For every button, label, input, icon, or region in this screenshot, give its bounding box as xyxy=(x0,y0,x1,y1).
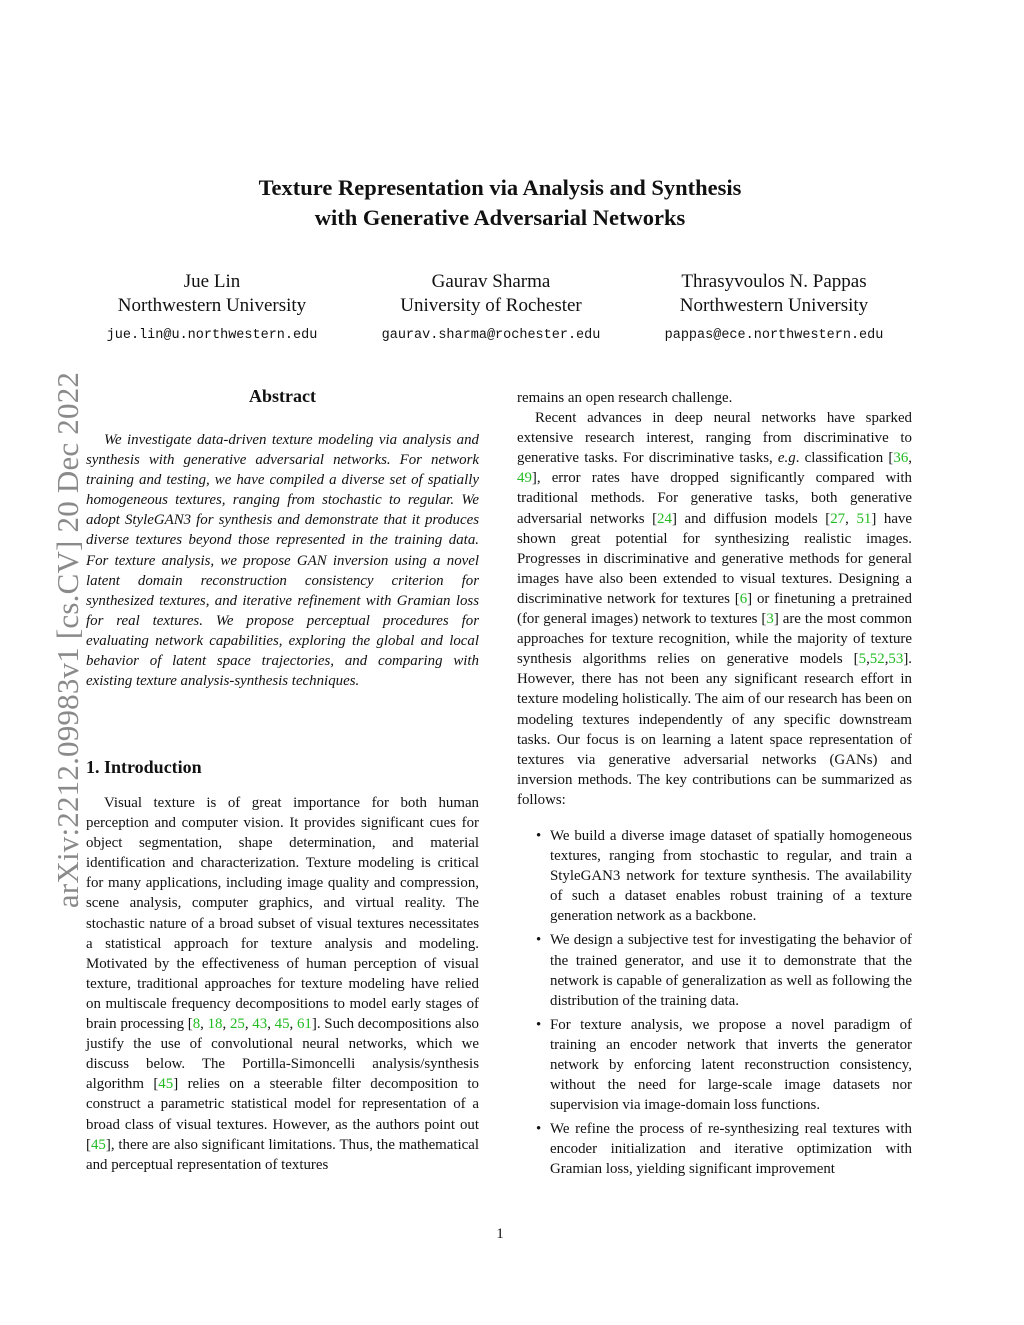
author-block-1 xyxy=(62,270,362,348)
intro-paragraph-1-continued: remains an open research challenge. xyxy=(517,390,733,406)
citation-link[interactable]: 45 xyxy=(274,1016,290,1033)
intro-paragraph-1: Visual texture is of great importance for both human perception and computer vision. It provides significant cues for object segmentation, shape determination, and material identification and characterization. Texture modeling is critical for many applications, including image quality and compression, scene analysis, computer graphics, and virtual reality. The stochastic nature of a broad subset of visual textures necessitates a statistical approach for texture analysis and modeling. Motivated by the effectiveness of human perception of visual texture, traditional approaches for texture modeling have relied on multiscale frequency decompositions to model early stages of brain processing [8, 18, 25, 43, 45, 61]. Such decompositions also justify the use of convolutional neural networks, which we discuss below. The Portilla-Simoncelli analysis/synthesis algorithm [45] relies on a steerable filter decomposition to construct a parametric statistical model for representation of a broad class of visual textures. However, as the authors point out [45], there are also significant limitations. Thus, the mathematical and perceptual representation of textures xyxy=(86,795,479,1173)
citation-link[interactable]: 45 xyxy=(158,1076,174,1093)
citation-link[interactable]: 6 xyxy=(739,590,748,607)
citation-link[interactable]: 43 xyxy=(252,1016,268,1033)
bullet-icon: • xyxy=(536,827,542,844)
paper-title xyxy=(0,173,1000,233)
right-column-text xyxy=(517,388,912,1184)
author-affiliation: University of Rochester xyxy=(400,295,582,316)
author-affiliation: Northwestern University xyxy=(679,295,869,316)
abstract-text: We investigate data-driven texture modeling via analysis and synthesis with generative adversarial networks. For network training and testing, we have compiled a diverse set of spatially homogeneous textures, ranging from stochastic to regular. We adopt StyleGAN3 for synthesis and demonstrate that it produces diverse textures beyond those represented in the training data. For texture analysis, we propose GAN inversion using a novel latent domain reconstruction consistency criterion for synthesized textures, and iterative refinement with Gramian loss for real textures. We propose perceptual procedures for evaluating network capabilities, exploring the global and local behavior of latent space trajectories, and comparing with existing texture analysis-synthesis techniques. xyxy=(86,432,479,690)
bullet-icon: • xyxy=(536,1016,542,1033)
citation-link[interactable]: 36 xyxy=(893,450,909,467)
list-item: • We refine the process of re-synthesizing real textures with encoder initialization and iterative optimization with Gramian loss, yielding significant improvement xyxy=(536,1121,912,1178)
title-line-2: with Generative Adversarial Networks xyxy=(314,205,686,230)
citation-link[interactable]: 45 xyxy=(90,1136,106,1153)
citation-link[interactable]: 49 xyxy=(517,470,532,487)
author-email[interactable]: jue.lin@u.northwestern.edu xyxy=(106,328,318,343)
author-name: Gaurav Sharma xyxy=(431,271,551,292)
author-block-2 xyxy=(341,270,641,348)
citation-link[interactable]: 18 xyxy=(207,1016,223,1033)
page-number: 1 xyxy=(496,1226,504,1242)
author-name: Jue Lin xyxy=(183,271,241,292)
citation-link[interactable]: 61 xyxy=(296,1016,312,1033)
author-block-3 xyxy=(624,270,924,348)
contributions-list xyxy=(517,826,912,1180)
bullet-icon: • xyxy=(536,932,542,949)
list-item: • For texture analysis, we propose a novel paradigm of training an encoder network that inverts the generator network by enforcing latent reconstruction consistency, without the need for large-scale image datasets nor supervision via image-domain loss functions. xyxy=(536,1016,912,1114)
author-name: Thrasyvoulos N. Pappas xyxy=(681,271,867,292)
list-item: • We design a subjective test for investigating the behavior of the trained generator, and use it to demonstrate that the network is capable of generalization as well as following the distribution of the training data. xyxy=(536,932,912,1009)
left-column-text xyxy=(86,793,479,1175)
citation-link[interactable]: 51 xyxy=(856,510,872,527)
bullet-icon: • xyxy=(536,1121,542,1138)
citation-link[interactable]: 24 xyxy=(657,510,672,527)
citation-link[interactable]: 27 xyxy=(830,510,846,527)
citation-link[interactable]: 53 xyxy=(888,651,904,668)
author-email[interactable]: gaurav.sharma@rochester.edu xyxy=(381,328,601,343)
citation-link[interactable]: 3 xyxy=(766,611,774,628)
citation-link[interactable]: 5 xyxy=(858,651,867,668)
citation-link[interactable]: 52 xyxy=(869,651,885,668)
abstract-heading: Abstract xyxy=(249,386,316,406)
citation-link[interactable]: 8 xyxy=(192,1016,201,1033)
intro-paragraph-2: Recent advances in deep neural networks have sparked extensive research interest, ranging from discriminative to generative tasks. For discriminative tasks, e.g. classification [36, 49], error rates have dropped significantly compared with traditional methods. For generative tasks, both generative adversarial networks [24] and diffusion models [27, 51] have shown great potential for synthesizing realistic images. Progresses in discriminative and generative methods for general images have also been extended to visual textures. Designing a discriminative network for textures [6] or finetuning a pretrained (for general images) network to textures [3] are the most common approaches for texture recognition, while the majority of texture synthesis algorithms relies on generative models [5,52,53]. However, there has not been any significant research effort in texture modeling holistically. The aim of our research has been on modeling textures independently of any specific downstream tasks. Our focus is on learning a latent space representation of textures via generative adversarial networks (GANs) and inversion methods. The key contributions can be summarized as follows: xyxy=(517,410,912,808)
introduction-heading: 1. Introduction xyxy=(86,757,202,777)
title-line-1: Texture Representation via Analysis and Synthesis xyxy=(258,175,742,200)
author-affiliation: Northwestern University xyxy=(117,295,307,316)
arxiv-identifier: arXiv:2212.09983v1 [cs.CV] 20 Dec 2022 xyxy=(50,371,85,909)
author-email[interactable]: pappas@ece.northwestern.edu xyxy=(664,328,884,343)
list-item: • We build a diverse image dataset of spatially homogeneous textures, ranging from stochastic to regular, and train a StyleGAN3 network for texture synthesis. The availability of such a dataset enables robust training of a texture generation network as a backbone. xyxy=(536,827,912,925)
citation-link[interactable]: 25 xyxy=(229,1016,245,1033)
